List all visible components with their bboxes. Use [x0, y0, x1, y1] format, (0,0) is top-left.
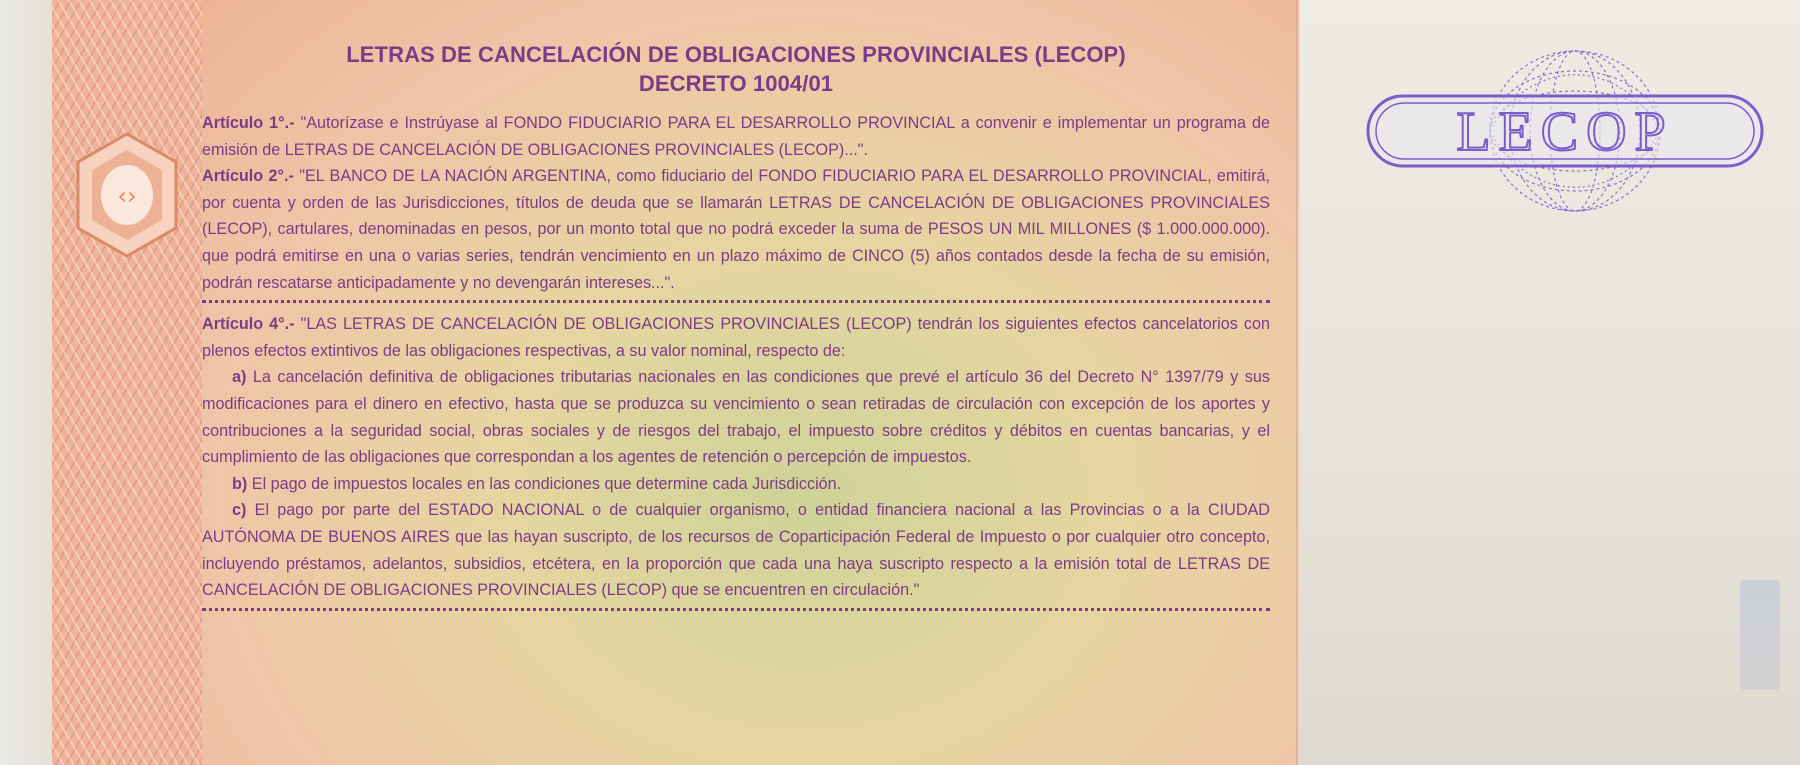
- guilloche-band: [52, 0, 202, 765]
- article-2-text: "EL BANCO DE LA NACIÓN ARGENTINA, como fiduciario del FONDO FIDUCIARIO PARA EL DESARROLLO PROVINCIAL, emitirá, por cuenta y orden de las Jurisdicciones, títulos de deuda que se llamarán LETRAS DE CANCELACIÓN DE OBLIGACIONES PROVINCIALES (LECOP), cartulares, denominadas en pesos, por un monto total que no podrá exceder la suma de PESOS UN MIL MILLONES ($ 1.000.000.000). que podrá emitirse en una o varias series, tendrán vencimiento en un plazo máximo de CINCO (5) años contados desde la fecha de su emisión, podrán rescatarse anticipadamente y no devengarán intereses...".: [202, 167, 1270, 292]
- item-b-text: El pago de impuestos locales en las condiciones que determine cada Jurisdicción.: [247, 474, 842, 493]
- decree-text: [202, 40, 1270, 619]
- article-1: [202, 110, 1270, 163]
- lecop-logo-text: LECOP: [1456, 101, 1674, 163]
- item-c-label: c): [232, 501, 247, 520]
- left-margin: [0, 0, 52, 765]
- item-a: [202, 364, 1270, 470]
- article-1-text: "Autorízase e Instrúyase al FONDO FIDUCIARIO PARA EL DESARROLLO PROVINCIAL a convenir e implementar un programa de emisión de LETRAS DE CANCELACIÓN DE OBLIGACIONES PROVINCIALES (LECOP)...".: [202, 114, 1271, 159]
- article-2-label: Artículo 2°.-: [202, 167, 294, 186]
- article-4: [202, 311, 1270, 364]
- lecop-stamp: [1360, 36, 1770, 226]
- item-c-text: El pago por parte del ESTADO NACIONAL o de cualquier organismo, o entidad financiera nacional a las Provincias o a la CIUDAD AUTÓNOMA DE BUENOS AIRES que las hayan suscripto, de los recursos de Coparticipación Federal de Impuesto o por cualquier otro concepto, incluyendo préstamos, adelantos, subsidios, etcétera, en la proporción que cada una haya suscripto respecto a la emisión total de LETRAS DE CANCELACIÓN DE OBLIGACIONES PROVINCIALES (LECOP) que se encuentren en circulación.": [202, 501, 1270, 600]
- document-subtitle: DECRETO 1004/01: [638, 71, 834, 96]
- item-c: [202, 497, 1270, 603]
- hexagon-emblem-icon: [72, 130, 182, 260]
- article-2: [202, 163, 1270, 296]
- document-title: LETRAS DE CANCELACIÓN DE OBLIGACIONES PROVINCIALES (LECOP): [346, 42, 1126, 67]
- dotted-separator: [202, 300, 1270, 303]
- faint-security-mark: [1740, 580, 1780, 690]
- article-1-label: Artículo 1°.-: [202, 114, 295, 132]
- item-a-label: a): [232, 368, 247, 387]
- item-b: [202, 471, 1270, 498]
- dotted-separator-bottom: [202, 608, 1270, 611]
- item-b-label: b): [232, 474, 248, 493]
- article-4-label: Artículo 4°.-: [202, 315, 295, 334]
- svg-text:‹›: ‹›: [117, 182, 137, 210]
- item-a-text: La cancelación definitiva de obligaciones tributarias nacionales en las condiciones que prevé el artículo 36 del Decreto N° 1397/79 y sus modificaciones para el dinero en efectivo, hasta que se produzca su vencimiento o sean retiradas de circulación con excepción de los aportes y contribuciones a la seguridad social, obras sociales y de riesgos del trabajo, el impuesto sobre créditos y débitos en cuentas bancarias, y el cumplimiento de las obligaciones que correspondan a los agentes de retención o percepción de impuestos.: [202, 368, 1270, 467]
- article-4-text: "LAS LETRAS DE CANCELACIÓN DE OBLIGACIONES PROVINCIALES (LECOP) tendrán los siguientes efectos cancelatorios con plenos efectos extintivos de las obligaciones respectivas, a su valor nominal, respecto de:: [202, 315, 1271, 360]
